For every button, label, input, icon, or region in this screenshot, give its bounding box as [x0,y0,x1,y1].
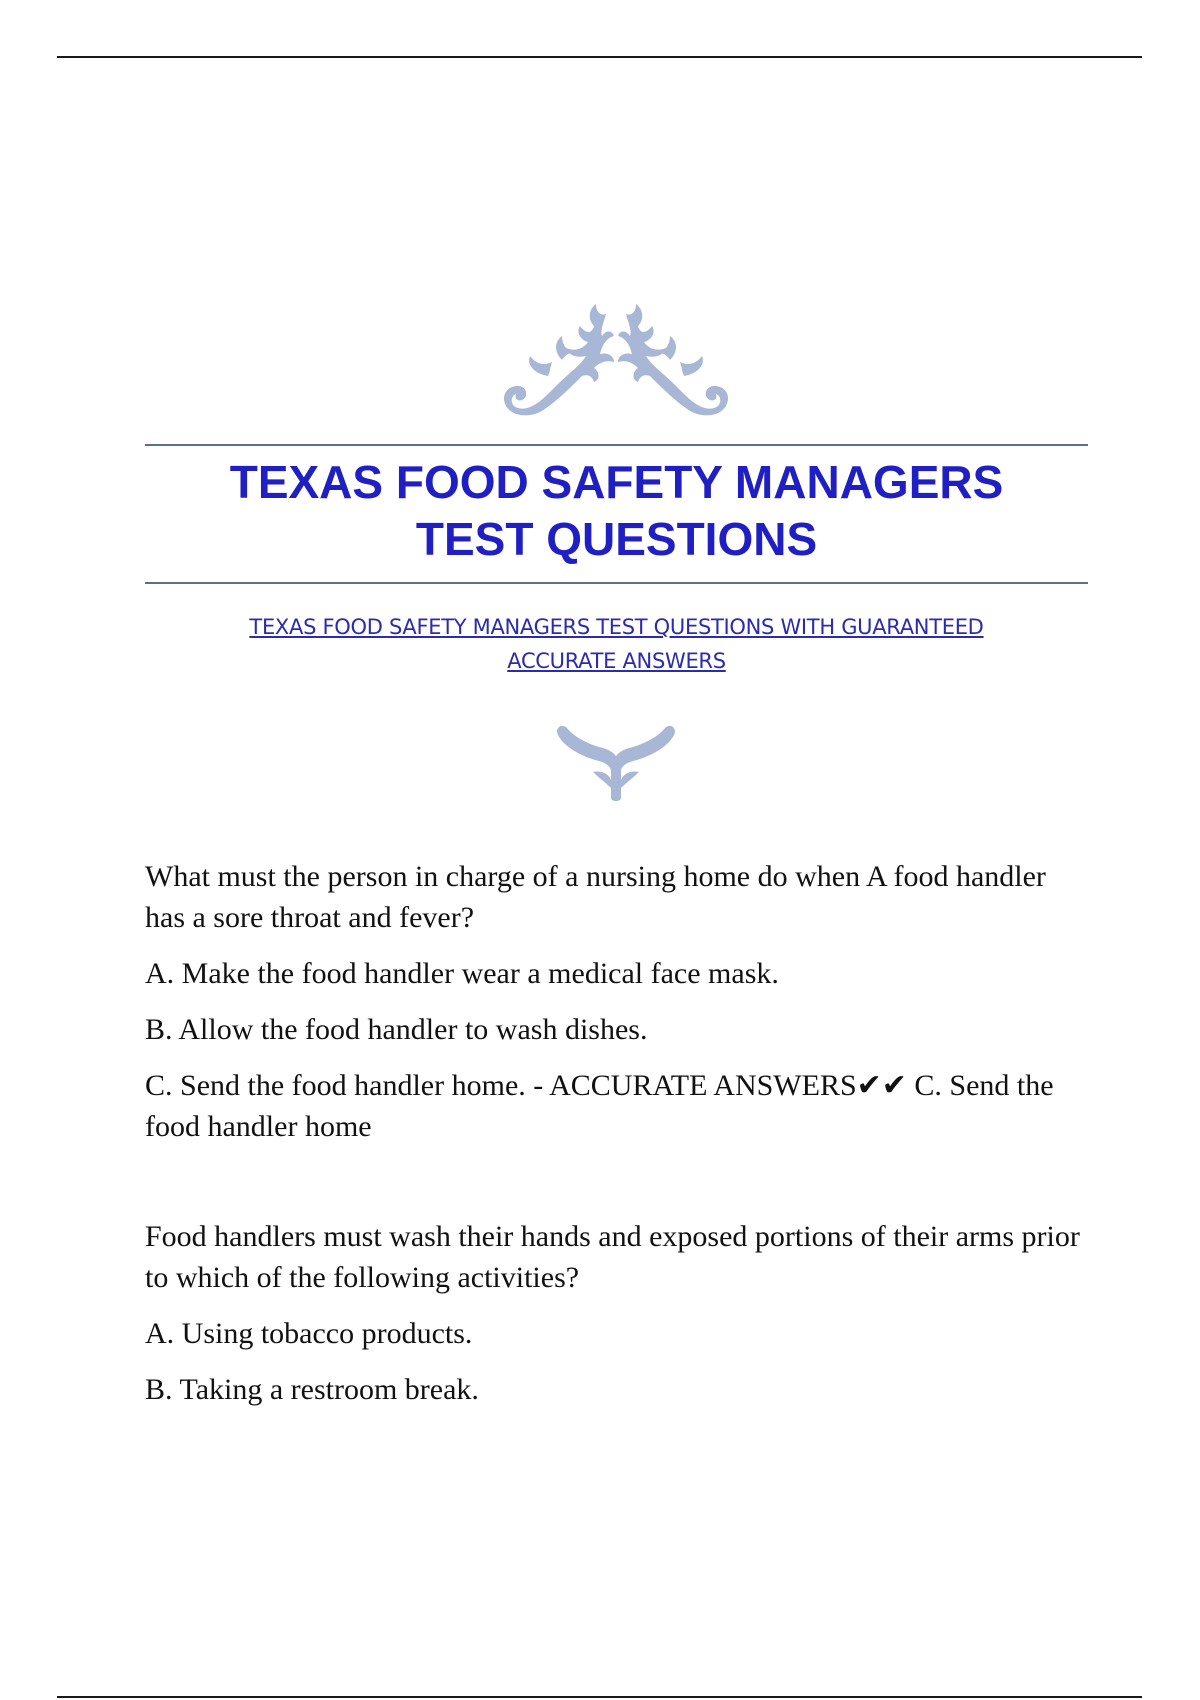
question-text: What must the person in charge of a nursing home do when A food handler has a sore throat and fever? [145,860,1046,934]
floral-flourish-icon [496,296,736,426]
subtitle-line-1: TEXAS FOOD SAFETY MANAGERS TEST QUESTIONS WITH GUARANTEED [249,615,984,639]
page-bottom-rule [57,1696,1142,1698]
fleur-divider-icon [553,722,679,804]
title-line-2: TEST QUESTIONS [415,513,818,565]
answer-option: B. Taking a restroom break. [145,1373,479,1406]
question-block-1 [145,856,1093,1147]
document-subtitle-link[interactable] [145,610,1088,678]
title-line-1: TEXAS FOOD SAFETY MANAGERS [229,456,1004,508]
title-rule-top [145,444,1088,446]
answer-option: A. Using tobacco products. [145,1317,473,1350]
questions-content [145,856,1093,1425]
question-block-2 [145,1216,1093,1410]
subtitle-line-2: ACCURATE ANSWERS [507,649,726,673]
title-rule-bottom [145,582,1088,584]
question-text: Food handlers must wash their hands and exposed portions of their arms prior to which of the following activities? [145,1220,1080,1294]
answer-option: A. Make the food handler wear a medical face mask. [145,957,779,990]
answer-option: C. Send the food handler home. - ACCURATE ANSWERS✔✔ C. Send the food handler home [145,1069,1054,1143]
page-top-rule [57,56,1142,58]
answer-option: B. Allow the food handler to wash dishes. [145,1013,648,1046]
document-title [145,454,1088,568]
